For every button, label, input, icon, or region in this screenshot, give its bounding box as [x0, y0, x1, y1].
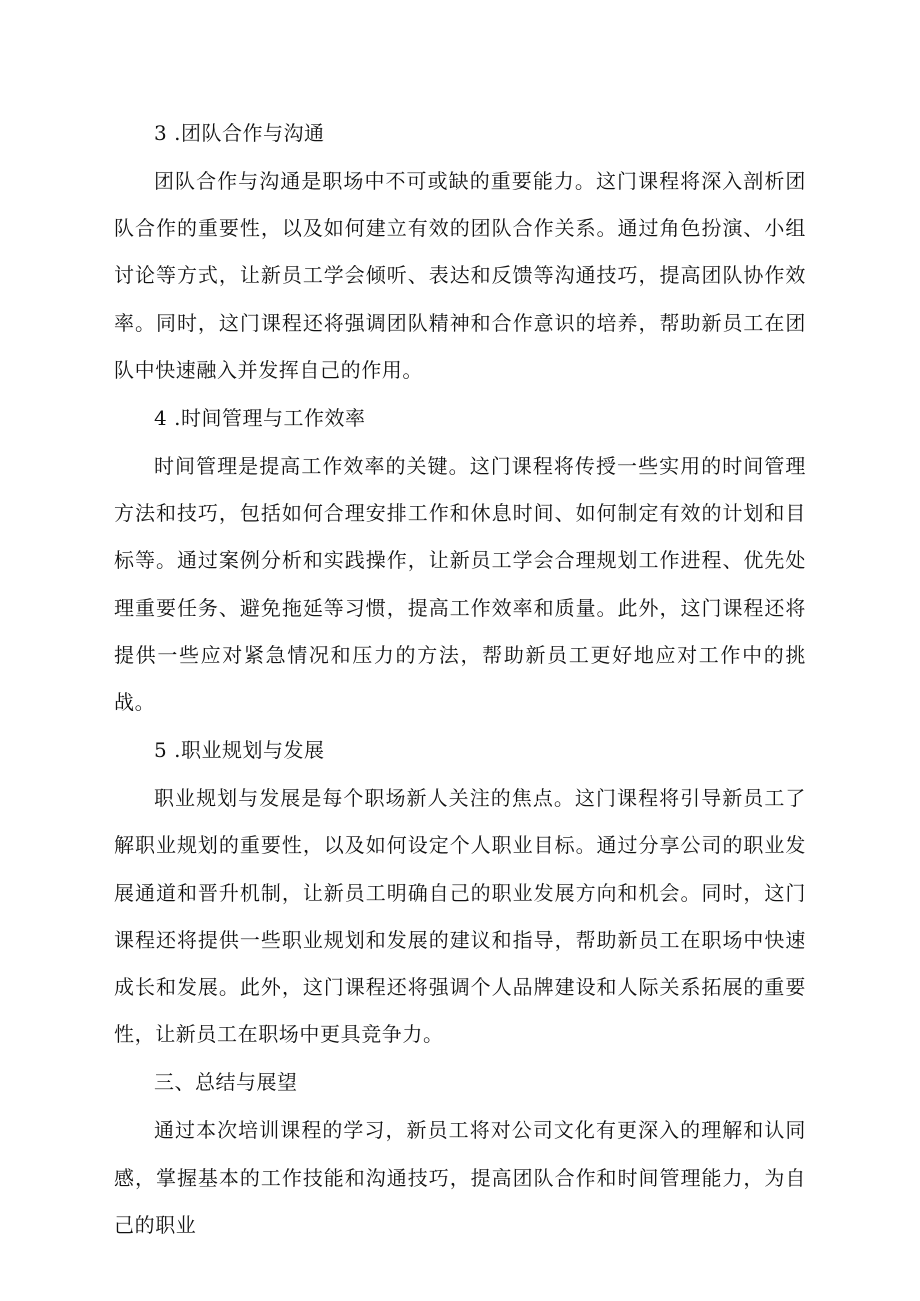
- section-heading-teamwork: 3 .团队合作与沟通: [154, 121, 325, 145]
- section-heading-career-planning: 5 .职业规划与发展: [154, 738, 325, 763]
- section-paragraph-teamwork: 团队合作与沟通是职场中不可或缺的重要能力。这门课程将深入剖析团队合作的重要性，以及如何建立有效的团队合作关系。通过角色扮演、小组讨论等方式，让新员工学会倾听、表达和反馈等沟通技巧，提高团队协作效率。同时，这门课程还将强调团队精神和合作意识的培养，帮助新员工在团队中快速融入并发挥自己的作用。: [114, 169, 806, 382]
- document-body: [114, 112, 806, 1252]
- section-paragraph-summary: 通过本次培训课程的学习，新员工将对公司文化有更深入的理解和认同感，掌握基本的工作技能和沟通技巧，提高团队合作和时间管理能力，为自己的职业: [114, 1118, 806, 1237]
- section-paragraph-career-planning: 职业规划与发展是每个职场新人关注的焦点。这门课程将引导新员工了解职业规划的重要性，以及如何设定个人职业目标。通过分享公司的职业发展通道和晋升机制，让新员工明确自己的职业发展方向和机会。同时，这门课程还将提供一些职业规划和发展的建议和指导，帮助新员工在职场中快速成长和发展。此外，这门课程还将强调个人品牌建设和人际关系拓展的重要性，让新员工在职场中更具竞争力。: [114, 786, 806, 1047]
- section-heading-time-management: 4 .时间管理与工作效率: [154, 406, 366, 431]
- section-heading-summary: 三、总结与展望: [154, 1070, 298, 1095]
- section-paragraph-time-management: 时间管理是提高工作效率的关键。这门课程将传授一些实用的时间管理方法和技巧，包括如何合理安排工作和休息时间、如何制定有效的计划和目标等。通过案例分析和实践操作，让新员工学会合理规划工作进程、优先处理重要任务、避免拖延等习惯，提高工作效率和质量。此外，这门课程还将提供一些应对紧急情况和压力的方法，帮助新员工更好地应对工作中的挑战。: [114, 454, 806, 715]
